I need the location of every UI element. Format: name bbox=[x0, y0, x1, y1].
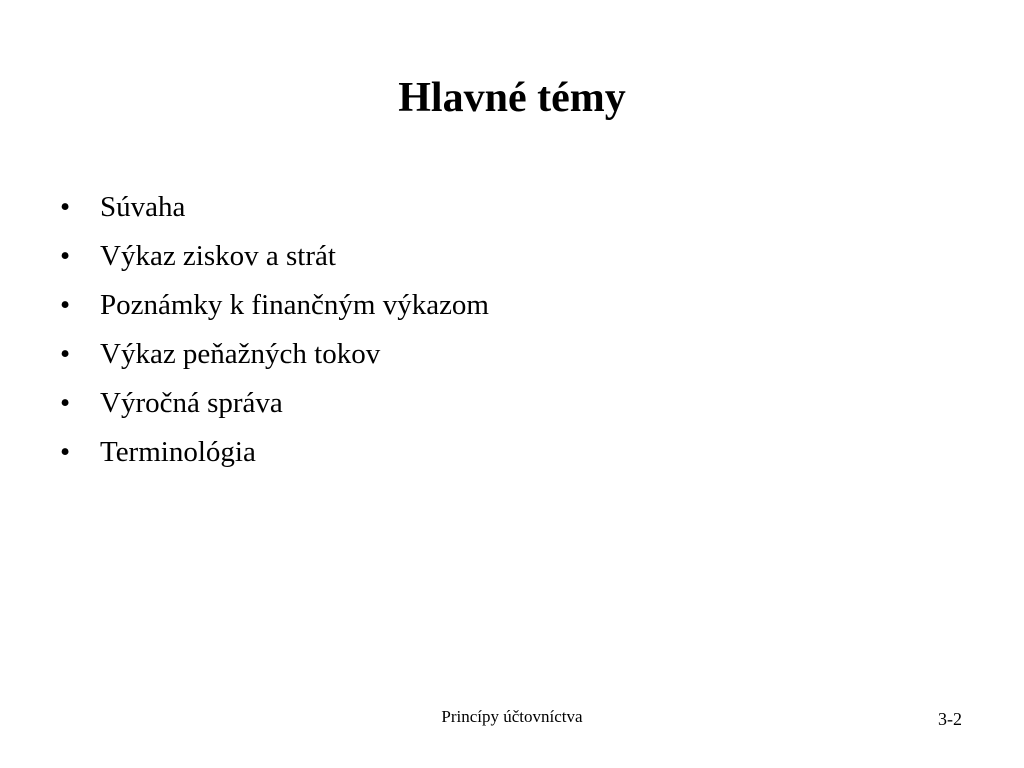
bullet-text: Terminológia bbox=[100, 436, 256, 468]
bullet-icon: • bbox=[60, 387, 71, 419]
bullet-list bbox=[58, 184, 489, 478]
bullet-icon: • bbox=[60, 191, 71, 223]
bullet-text: Výkaz ziskov a strát bbox=[100, 240, 336, 272]
bullet-icon: • bbox=[60, 338, 71, 370]
bullet-item bbox=[58, 184, 489, 233]
bullet-text: Výročná správa bbox=[100, 387, 283, 419]
bullet-item bbox=[58, 380, 489, 429]
bullet-item bbox=[58, 282, 489, 331]
bullet-text: Poznámky k finančným výkazom bbox=[100, 289, 489, 321]
bullet-item bbox=[58, 429, 489, 478]
bullet-text: Súvaha bbox=[100, 191, 186, 223]
slide-number: 3-2 bbox=[938, 709, 962, 729]
bullet-icon: • bbox=[60, 289, 71, 321]
footer-course-title: Princípy účtovníctva bbox=[441, 707, 583, 726]
bullet-item bbox=[58, 331, 489, 380]
bullet-item bbox=[58, 233, 489, 282]
bullet-icon: • bbox=[60, 436, 71, 468]
slide-title: Hlavné témy bbox=[398, 75, 626, 121]
bullet-text: Výkaz peňažných tokov bbox=[100, 338, 381, 370]
bullet-icon: • bbox=[60, 240, 71, 272]
